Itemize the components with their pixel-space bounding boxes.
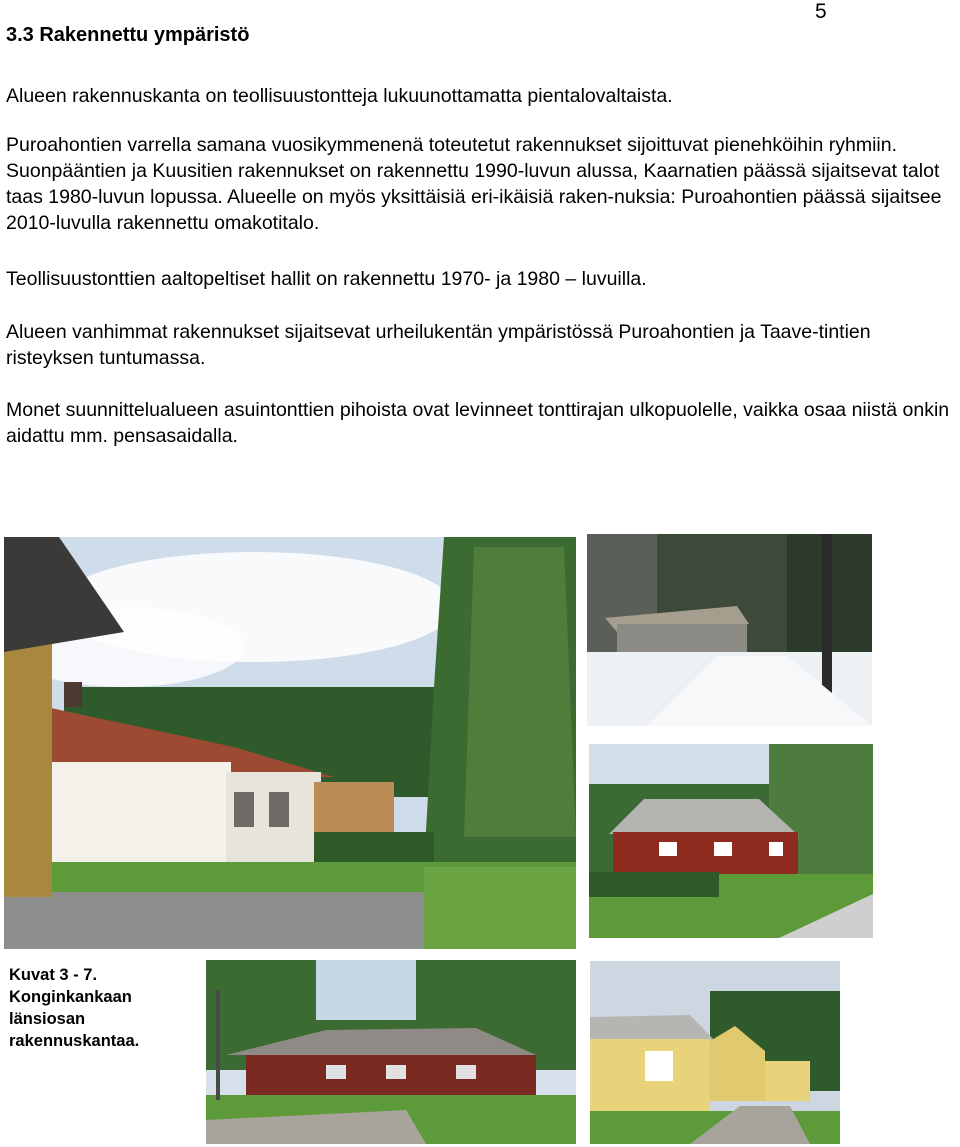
photo-winter-hall <box>587 534 872 726</box>
photo-residential-street <box>4 537 576 949</box>
photo-red-house <box>589 744 873 938</box>
section-heading: 3.3 Rakennettu ympäristö <box>6 24 250 46</box>
paragraph-1: Alueen rakennuskanta on teollisuustontteja lukuunottamatta pientalovaltaista. <box>6 85 673 107</box>
page-number: 5 <box>815 0 827 23</box>
photo-yellow-houses <box>590 961 840 1144</box>
photo-caption: Kuvat 3 - 7. Konginkankaan länsiosan rakennuskantaa. <box>9 966 140 1050</box>
photo-brick-row-house <box>206 960 576 1144</box>
paragraph-2: Puroahontien varrella samana vuosikymmenenä toteutetut rakennukset sijoittuvat pienehköihin ryhmiin. Suonpääntien ja Kuusitien rakennukset on rakennettu 1990-luvun alussa, Kaarnatien päässä sijaitsevat talot taas 1980-luvun lopussa. Alueelle on myös yksittäisiä eri-ikäisiä raken-nuksia: Puroahontien päässä sijaitsee 2010-luvulla rakennettu omakotitalo. <box>6 134 942 234</box>
paragraph-5: Monet suunnittelualueen asuintonttien pihoista ovat levinneet tonttirajan ulkopuolelle, vaikka osaa niistä onkin aidattu mm. pensasaidalla. <box>6 399 950 447</box>
paragraph-3: Teollisuustonttien aaltopeltiset hallit on rakennettu 1970- ja 1980 – luvuilla. <box>6 268 647 290</box>
paragraph-4: Alueen vanhimmat rakennukset sijaitsevat urheilukentän ympäristössä Puroahontien ja Taave-tintien risteyksen tuntumassa. <box>6 321 871 369</box>
